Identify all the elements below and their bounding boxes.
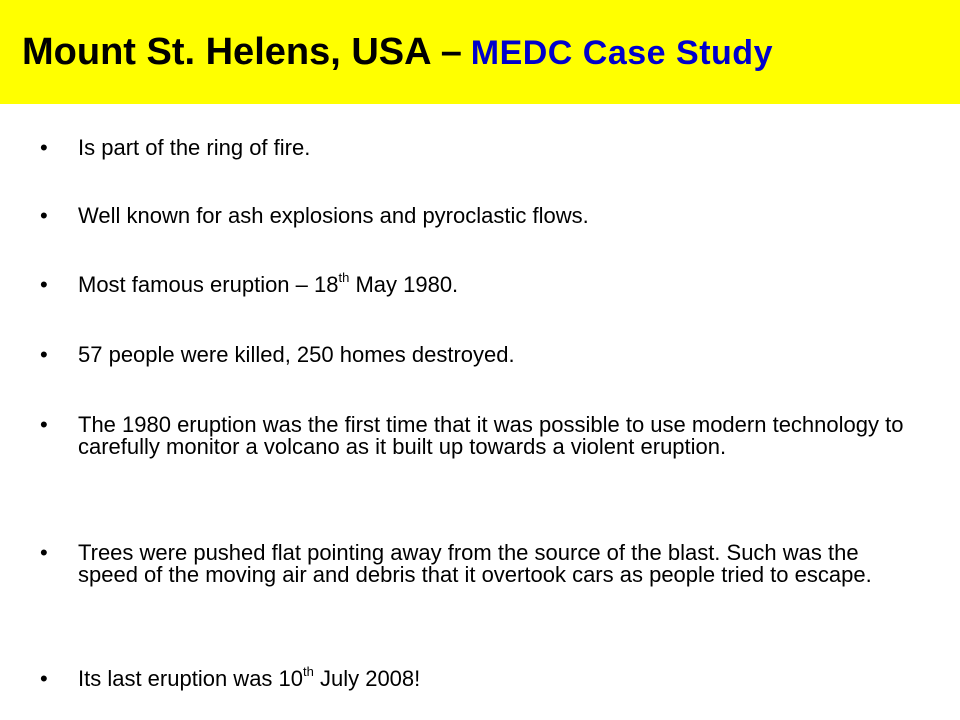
bullet-item: [40, 205, 920, 227]
bullet-item: [40, 542, 920, 586]
bullet-dot-icon: •: [40, 203, 48, 228]
bullet-item: [40, 414, 920, 458]
bullet-dot-icon: •: [40, 540, 48, 565]
ordinal-suffix: th: [338, 269, 350, 285]
bullet-text: [78, 663, 920, 691]
bullet-text-after: May 1980.: [349, 272, 459, 297]
bullet-text-before: Its last eruption was 10: [78, 666, 304, 691]
slide-title: [22, 33, 773, 71]
bullet-text: Trees were pushed flat pointing away from the source of the blast. Such was the speed of the moving air and debris that it overtook cars as people tried to escape.: [78, 540, 872, 587]
bullet-dot-icon: •: [40, 666, 48, 691]
bullet-item: [40, 663, 920, 691]
bullet-dot-icon: •: [40, 342, 48, 367]
bullet-item: [40, 269, 920, 297]
bullet-item: [40, 137, 920, 159]
bullet-dot-icon: •: [40, 272, 48, 297]
bullet-text: 57 people were killed, 250 homes destroyed.: [78, 342, 515, 367]
slide-title-sub: MEDC Case Study: [470, 34, 773, 72]
slide-title-main: Mount St. Helens, USA –: [22, 31, 462, 73]
title-bar: [0, 0, 960, 104]
bullet-text: Well known for ash explosions and pyroclastic flows.: [78, 203, 589, 228]
ordinal-suffix: th: [303, 663, 314, 679]
bullet-text-after: July 2008!: [313, 666, 421, 691]
bullet-text: The 1980 eruption was the first time that it was possible to use modern technology to carefully monitor a volcano as it built up towards a violent eruption.: [78, 412, 904, 459]
bullet-dot-icon: •: [40, 412, 48, 437]
bullet-dot-icon: •: [40, 135, 48, 160]
bullet-text-before: Most famous eruption – 18: [78, 272, 339, 297]
bullet-text: [78, 269, 920, 297]
bullet-item: [40, 344, 920, 366]
bullet-text: Is part of the ring of fire.: [78, 135, 311, 160]
